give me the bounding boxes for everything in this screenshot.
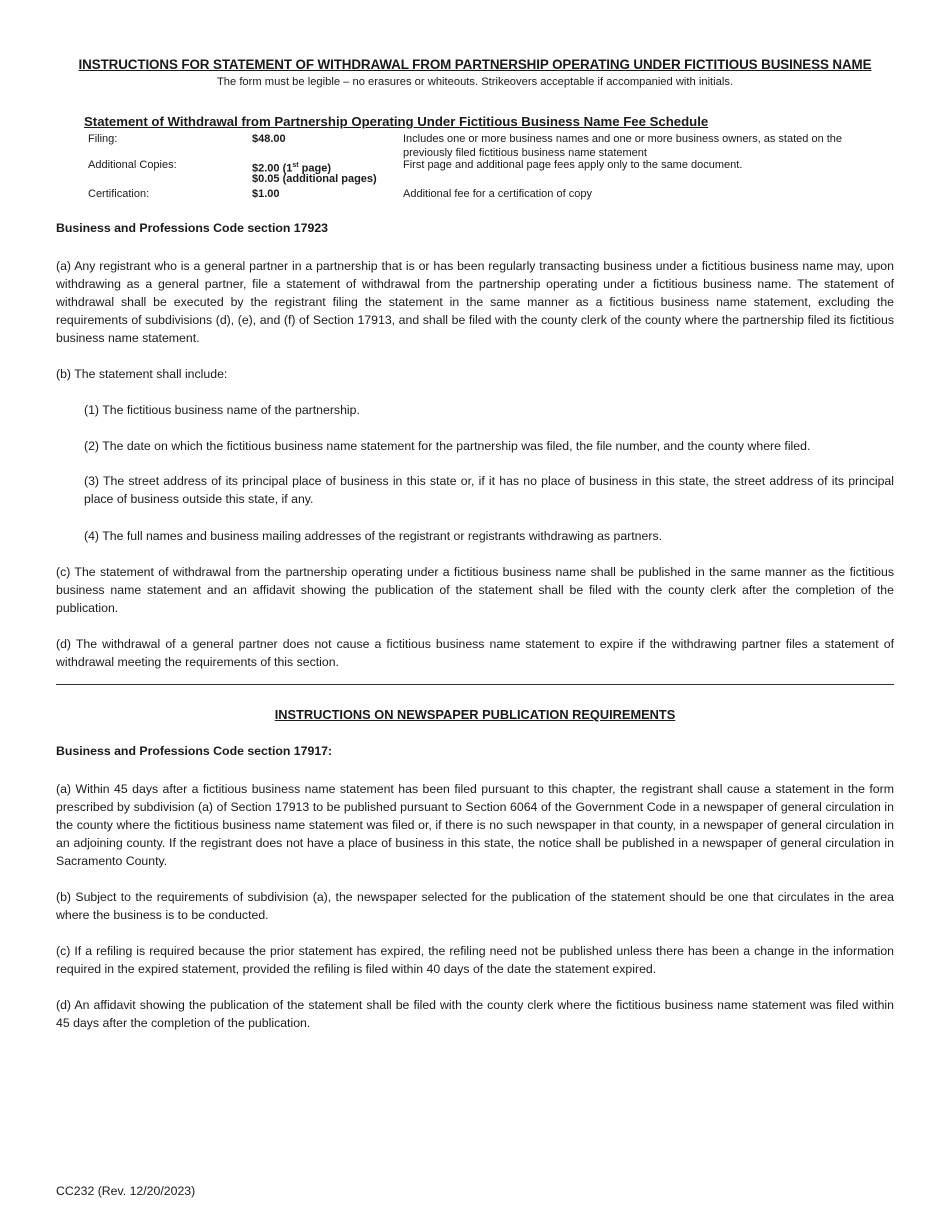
fee-certification-description: Additional fee for a certification of copy — [403, 188, 592, 200]
section-17923-para-a: (a) Any registrant who is a general partner in a partnership that is or has been regularly transacting business under a fictitious business name may, upon withdrawing as a general partner, file a statement of withdrawal from the partnership operating under a fictitious business name. The statement of withdrawal shall be executed by the registrant filing the statement in the same manner as a fictitious business name statement, excluding the requirements of subdivisions (d), (e), and (f) of Section 17913, and shall be filed with the county clerk of the county where the partnership filed its fictitious business name statement. — [56, 259, 894, 345]
section-17923-heading: Business and Professions Code section 17923 — [56, 221, 328, 235]
section-17923-item-1: (1) The fictitious business name of the partnership. — [84, 403, 360, 417]
section-17917-para-a: (a) Within 45 days after a fictitious business name statement has been filed pursuant to this chapter, the registrant shall cause a statement in the form prescribed by subdivision (a) of Section 17913 to be published pursuant to Section 6064 of the Government Code in a newspaper of general circulation in the county where the fictitious business name statement was filed or, if there is no such newspaper in that county, in a newspaper of general circulation in an adjoining county. If the registrant does not have a place of business in this state, the notice shall be published in a newspaper of general circulation in Sacramento County. — [56, 782, 894, 868]
section-17917-para-b: (b) Subject to the requirements of subdivision (a), the newspaper selected for the publication of the statement should be one that circulates in the area where the business is to be conducted. — [56, 890, 894, 922]
section-17917-heading: Business and Professions Code section 17917: — [56, 744, 333, 758]
form-revision-id: CC232 (Rev. 12/20/2023) — [56, 1184, 196, 1198]
fee-copies-amount-additional: $0.05 (additional pages) — [252, 173, 377, 185]
section-17923-para-c: (c) The statement of withdrawal from the partnership operating under a fictitious business name shall be published in the same manner as the fictitious business name statement and an affidavit showing the publication of the statement shall be filed with the county clerk after the completion of the publication. — [56, 565, 894, 615]
section-17917-para-c: (c) If a refiling is required because the prior statement has expired, the refiling need not be published unless there has been a change in the information required in the expired statement, provided the refiling is filed within 40 days of the date the statement expired. — [56, 944, 894, 976]
fee-copies-label: Additional Copies: — [88, 159, 177, 171]
fee-certification-amount: $1.00 — [252, 188, 280, 200]
section-17923-item-4: (4) The full names and business mailing addresses of the registrant or registrants withdrawing as partners. — [84, 529, 663, 543]
fee-copies-description: First page and additional page fees apply only to the same document. — [403, 159, 743, 171]
fee-filing-description: Includes one or more business names and one or more business owners, as stated on the previously filed fictitious business name statement — [403, 133, 843, 159]
section-divider — [56, 684, 894, 685]
fee-copies-amount-first: $2.00 (1st page) — [252, 162, 332, 175]
section-17923-item-2: (2) The date on which the fictitious business name statement for the partnership was filed, the file number, and the county where filed. — [84, 439, 811, 453]
section-17923-item-3: (3) The street address of its principal place of business in this state or, if it has no place of business in this state, the street address of its principal place of business outside this state, if any. — [84, 474, 894, 506]
page-subtitle: The form must be legible – no erasures or whiteouts. Strikeovers acceptable if accompanied with initials. — [216, 76, 734, 88]
section-17923-para-b: (b) The statement shall include: — [56, 367, 228, 381]
publication-instructions-title: INSTRUCTIONS ON NEWSPAPER PUBLICATION REQUIREMENTS — [274, 707, 676, 722]
fee-filing-amount: $48.00 — [252, 133, 286, 145]
fee-certification-label: Certification: — [88, 188, 150, 200]
fee-schedule-title: Statement of Withdrawal from Partnership Operating Under Fictitious Business Name Fee Schedule — [84, 114, 709, 129]
section-17923-para-d: (d) The withdrawal of a general partner does not cause a fictitious business name statement to expire if the withdrawing partner files a statement of withdrawal meeting the requirements of this section. — [56, 637, 894, 669]
page-title: INSTRUCTIONS FOR STATEMENT OF WITHDRAWAL FROM PARTNERSHIP OPERATING UNDER FICTITIOUS BUSINESS NAME — [78, 57, 872, 72]
fee-filing-label: Filing: — [88, 133, 118, 145]
section-17917-para-d: (d) An affidavit showing the publication of the statement shall be filed with the county clerk where the fictitious business name statement was filed within 45 days after the completion of the publication. — [56, 998, 894, 1030]
